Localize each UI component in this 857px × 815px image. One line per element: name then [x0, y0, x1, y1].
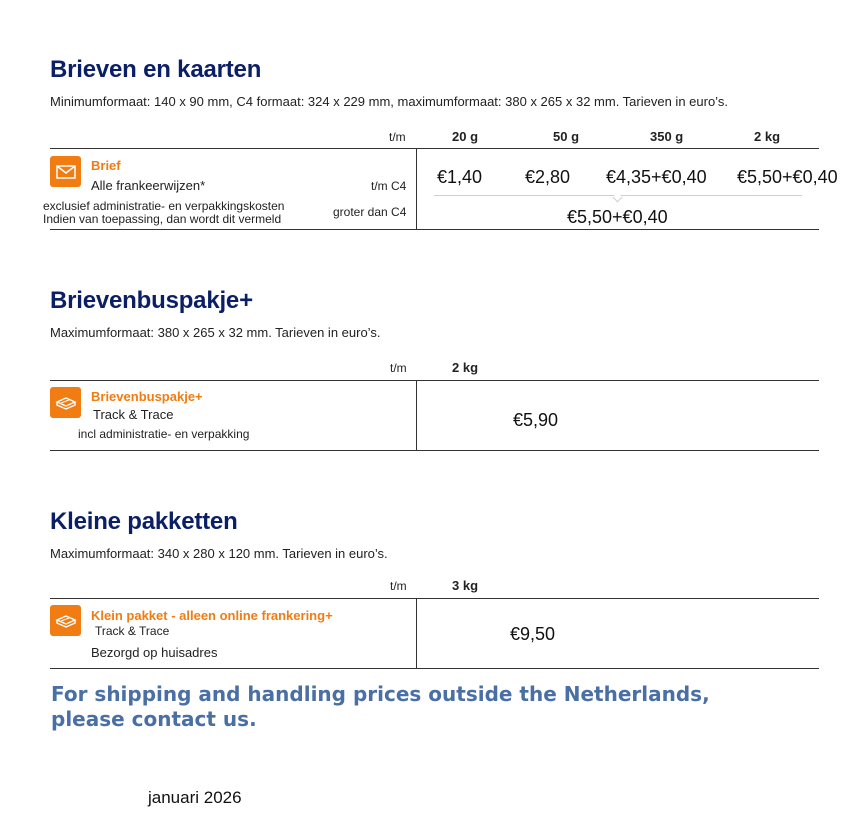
- col-header-3kg: 3 kg: [452, 578, 479, 593]
- price-20g: €1,40: [437, 167, 483, 187]
- section-title-kleine-pakketten: Kleine pakketten: [50, 508, 238, 535]
- product-note-exclusief: exclusief administratie- en verpakkingskosten: [43, 199, 285, 213]
- price-350g: €4,35+€0,40: [606, 167, 707, 187]
- column-divider: [416, 598, 417, 669]
- product-name-brievenbuspakje: Brievenbuspakje+: [91, 389, 203, 404]
- table-top-border: [50, 380, 819, 381]
- table-top-border: [50, 598, 819, 599]
- table-bottom-border: [50, 229, 819, 230]
- price-groter-c4: €5,50+€0,40: [567, 207, 668, 227]
- product-note-indien: Indien van toepassing, dan wordt dit vermeld: [43, 212, 282, 226]
- section-subtitle-kleine-pakketten: Maximumformaat: 340 x 280 x 120 mm. Tarieven in euro’s.: [50, 546, 388, 561]
- section-title-brievenbuspakje: Brievenbuspakje+: [50, 287, 253, 314]
- column-divider: [416, 148, 417, 230]
- col-header-20g: 20 g: [452, 129, 479, 144]
- price-2kg: €5,50+€0,40: [737, 167, 838, 187]
- tm-label: t/m: [389, 130, 406, 144]
- col-header-2kg: 2 kg: [452, 360, 479, 375]
- product-line-track-trace: Track & Trace: [95, 624, 170, 638]
- product-line-track-trace: Track & Trace: [93, 407, 174, 422]
- row-label-tm-c4: t/m C4: [371, 179, 407, 193]
- contact-line-2: please contact us.: [51, 707, 257, 731]
- table-bottom-border: [50, 450, 819, 451]
- envelope-icon: [50, 156, 81, 187]
- product-line-frankeerwijzen: Alle frankeerwijzen*: [91, 178, 206, 193]
- tm-label: t/m: [390, 361, 407, 375]
- section-subtitle-brievenbuspakje: Maximumformaat: 380 x 265 x 32 mm. Tarieven in euro’s.: [50, 325, 381, 340]
- product-line-huisadres: Bezorgd op huisadres: [91, 645, 218, 660]
- package-icon: [50, 387, 81, 418]
- col-header-350g: 350 g: [650, 129, 684, 144]
- price-50g: €2,80: [525, 167, 571, 187]
- product-name-brief: Brief: [91, 158, 121, 173]
- table-bottom-border: [50, 668, 819, 669]
- product-name-klein-pakket: Klein pakket - alleen online frankering+: [91, 608, 333, 623]
- product-note-incl: incl administratie- en verpakking: [78, 427, 250, 441]
- column-divider: [416, 380, 417, 451]
- row-label-groter-c4: groter dan C4: [333, 205, 407, 219]
- contact-line-1: For shipping and handling prices outside the Netherlands,: [51, 682, 710, 706]
- col-header-2kg: 2 kg: [754, 129, 781, 144]
- table-top-border: [50, 148, 819, 149]
- price-3kg: €9,50: [510, 624, 556, 644]
- document-date: januari 2026: [148, 788, 242, 807]
- package-icon: [50, 605, 81, 636]
- price-2kg: €5,90: [513, 410, 559, 430]
- section-title-brieven: Brieven en kaarten: [50, 56, 262, 83]
- col-header-50g: 50 g: [553, 129, 580, 144]
- tm-label: t/m: [390, 579, 407, 593]
- section-subtitle-brieven: Minimumformaat: 140 x 90 mm, C4 formaat: 324 x 229 mm, maximumformaat: 380 x 265 x 32 mm. Tarieven in euro’s.: [50, 94, 728, 109]
